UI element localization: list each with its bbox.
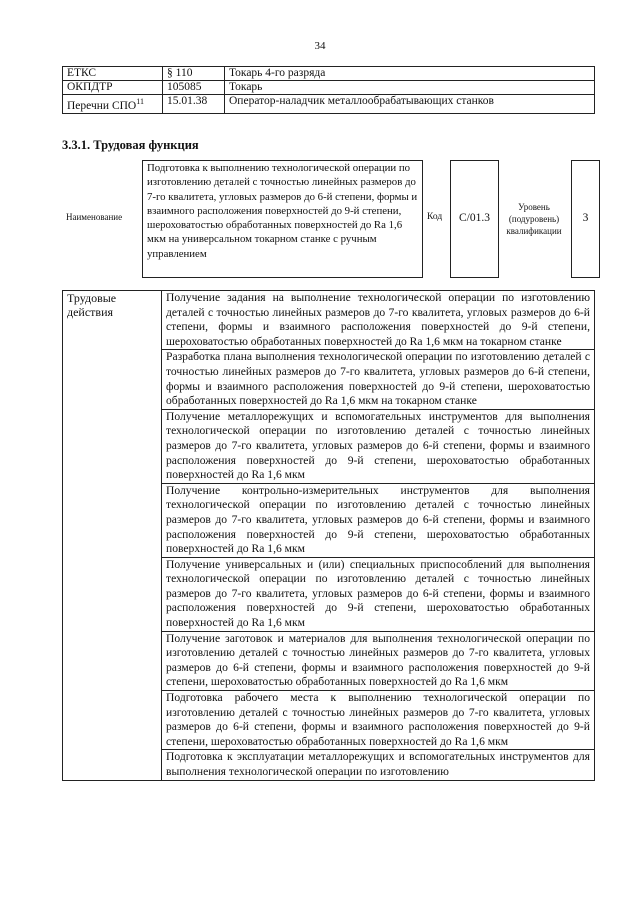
classifier-name: ОКПДТР bbox=[63, 81, 163, 95]
classifier-name-text: Перечни СПО bbox=[67, 99, 137, 112]
table-row bbox=[63, 81, 595, 95]
footnote-mark: 11 bbox=[136, 97, 144, 106]
page-number: 34 bbox=[314, 40, 326, 52]
function-code: C/01.3 bbox=[459, 212, 490, 224]
function-code-box bbox=[450, 160, 499, 278]
classifier-code: 105085 bbox=[163, 81, 225, 95]
classifier-title: Токарь bbox=[225, 81, 595, 95]
labor-action: Получение контрольно-измерительных инструментов для выполнения технологической операции по изготовлению деталей с точностью линейных размеров до 7-го квалитета, угловых размеров до 6-й степени, формы и взаимного расположения поверхностей до 9-й степени, шероховатостью обработанных поверхностей до Ra 1,6 мкм bbox=[162, 483, 595, 557]
classifier-code: § 110 bbox=[163, 67, 225, 81]
labor-action: Получение задания на выполнение технологической операции по изготовлению деталей с точностью линейных размеров до 7-го квалитета, угловых размеров до 6-й степени, формы и взаимного расположения поверхностей до 9-й степени, шероховатостью обработанных поверхностей до Ra 1,6 мкм на токарном станке bbox=[162, 291, 595, 350]
labor-action: Подготовка к эксплуатации металлорежущих и вспомогательных инструментов для выполнения технологической операции по изготовлению bbox=[162, 750, 595, 780]
classifier-name bbox=[63, 95, 163, 114]
labor-action: Разработка плана выполнения технологической операции по изготовлению деталей с точностью линейных размеров до 7-го квалитета, угловых размеров до 6-й степени, формы и взаимного расположения поверхностей до 9-й степени, шероховатостью обработанных поверхностей до Ra 1,6 мкм на токарном станке bbox=[162, 350, 595, 409]
function-code-label: Код bbox=[427, 212, 443, 222]
function-name: Подготовка к выполнению технологической операции по изготовлению деталей с точностью линейных размеров до 7-го квалитета, угловых размеров до 6-й степени, формы и взаимного расположения поверхностей до 9-й степени, шероховатостью обработанных поверхностей до Ra 1,6 мкм на универсальном токарном станке с ручным управлением bbox=[142, 160, 423, 278]
labor-action: Получение металлорежущих и вспомогательных инструментов для выполнения технологической операции по изготовлению деталей с точностью линейных размеров до 7-го квалитета, угловых размеров до 6-й степени, формы и взаимного расположения поверхностей до 9-й степени, шероховатостью обработанных поверхностей до Ra 1,6 мкм bbox=[162, 409, 595, 483]
function-name-label: Наименование bbox=[66, 212, 123, 222]
labor-actions-table bbox=[62, 290, 595, 781]
classifier-code: 15.01.38 bbox=[163, 95, 225, 114]
labor-action: Подготовка рабочего места к выполнению технологической операции по изготовлению деталей с точностью линейных размеров до 7-го квалитета, угловых размеров до 6-й степени, формы и взаимного расположения поверхностей до 9-й степени, шероховатостью обработанных поверхностей до Ra 1,6 мкм bbox=[162, 691, 595, 750]
qualification-level: 3 bbox=[582, 212, 589, 224]
qualification-level-label: Уровень (подуровень) квалификации bbox=[506, 202, 562, 236]
classifier-name: ЕТКС bbox=[63, 67, 163, 81]
classification-table bbox=[62, 66, 595, 114]
table-row bbox=[63, 67, 595, 81]
labor-actions-label: Трудовые действия bbox=[63, 291, 162, 781]
table-row bbox=[63, 291, 595, 350]
section-title: 3.3.1. Трудовая функция bbox=[62, 138, 199, 152]
labor-action: Получение универсальных и (или) специальных приспособлений для выполнения технологической операции по изготовлению деталей с точностью линейных размеров до 7-го квалитета, угловых размеров до 6-й степени, формы и взаимного расположения поверхностей до 9-й степени, шероховатостью обработанных поверхностей до Ra 1,6 мкм bbox=[162, 557, 595, 631]
table-row bbox=[63, 95, 595, 114]
classifier-title: Токарь 4-го разряда bbox=[225, 67, 595, 81]
function-header bbox=[62, 160, 599, 278]
classifier-title: Оператор-наладчик металлообрабатывающих станков bbox=[225, 95, 595, 114]
labor-action: Получение заготовок и материалов для выполнения технологической операции по изготовлению деталей с точностью линейных размеров до 7-го квалитета, угловых размеров до 6-й степени, формы и взаимного расположения поверхностей до 9-й степени, шероховатостью обработанных поверхностей до Ra 1,6 мкм bbox=[162, 631, 595, 690]
qualification-level-box bbox=[571, 160, 600, 278]
